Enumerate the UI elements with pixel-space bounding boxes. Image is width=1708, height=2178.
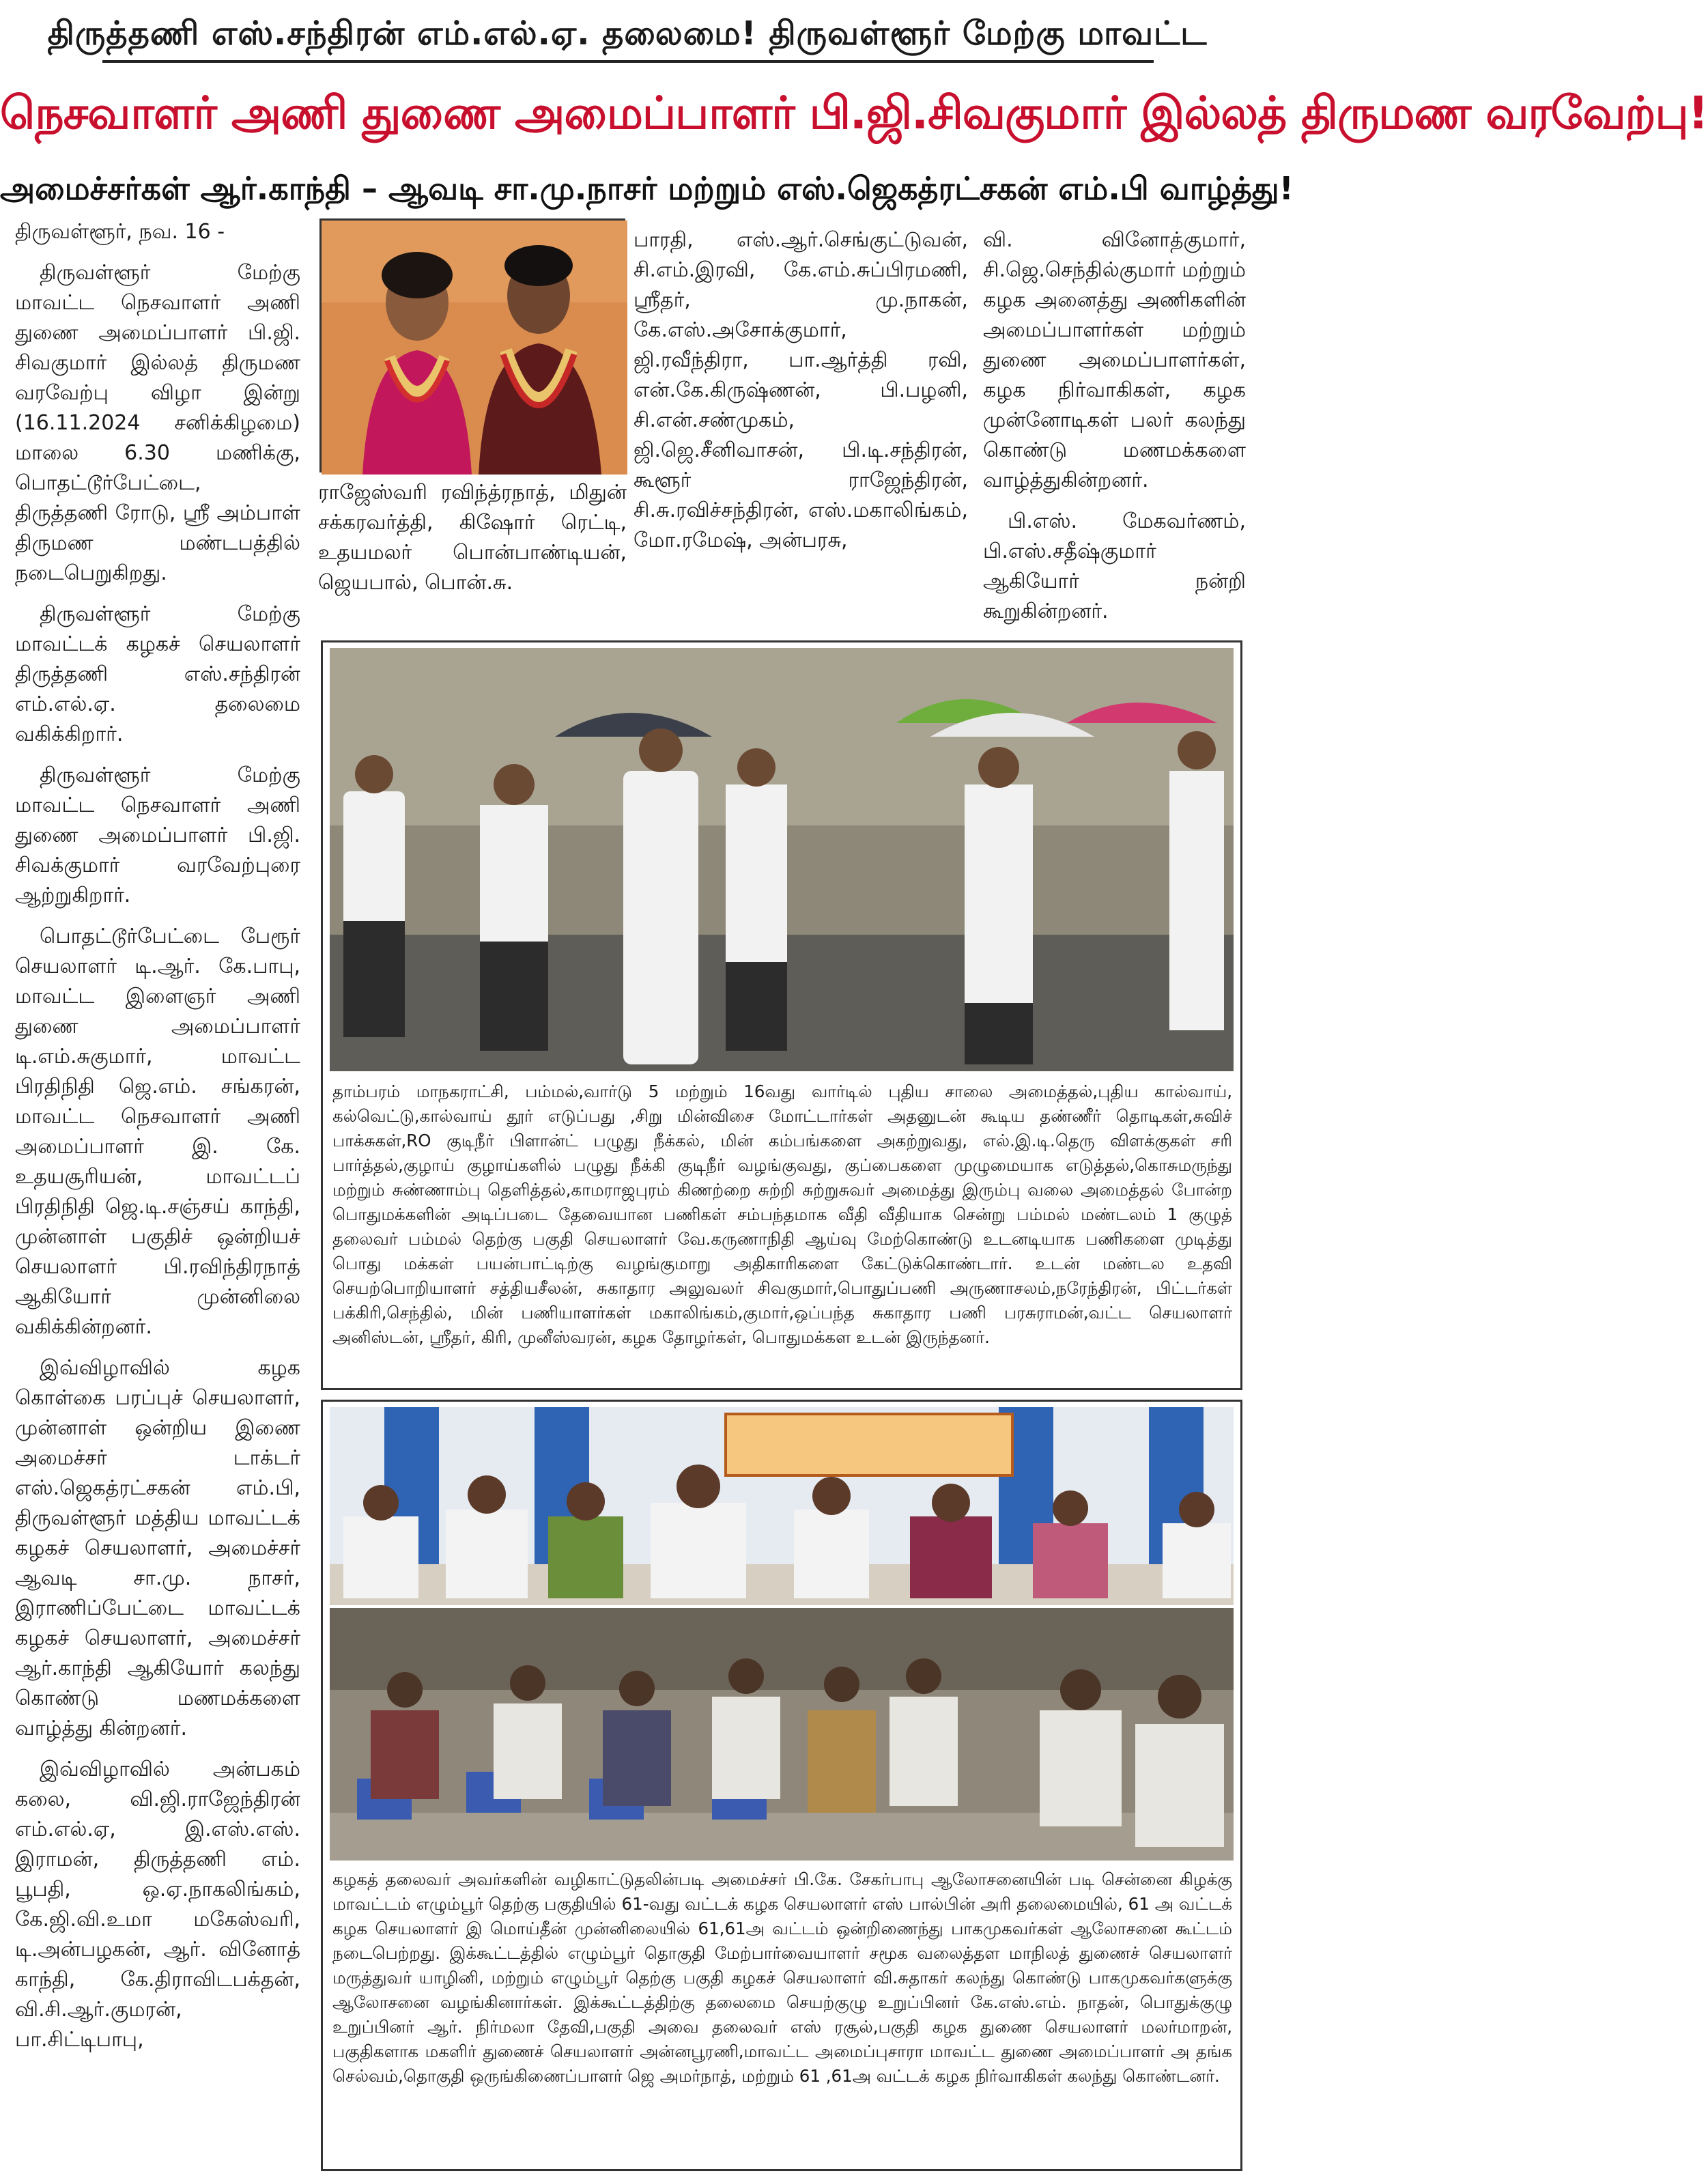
street-inspection-photo	[330, 648, 1234, 1071]
article-paragraph: திருவள்ளூர் மேற்கு மாவட்ட நெசவாளர் அணி துணை அமைப்பாளர் பி.ஜி. சிவகுமார் இல்லத் திருமண வரவேற்பு விழா இன்று (16.11.2024 சனிக்கிழமை) மாலை 6.30 மணிக்கு, பொதட்டூர்பேட்டை, திருத்தணி ரோடு, ஸ்ரீ அம்பாள் திருமண மண்டபத்தில் நடைபெறுகிறது.	[15, 261, 300, 585]
article-right-column	[983, 225, 1246, 623]
story-inspection-text: தாம்பரம் மாநகராட்சி, பம்மல்,வார்டு 5 மற்றும் 16வது வார்டில் புதிய சாலை அமைத்தல்,புதிய கால்வாய், கல்வெட்டு,கால்வாய் தூர் எடுப்பது ,சிறு மின்விசை மோட்டார்கள் அதனுடன் கூடிய தண்ணீர் தொடிகள்,சுவிச் பாக்சுகள்,RO குடிநீர் பிளான்ட் பழுது நீக்கல், மின் கம்பங்களை அகற்றுவது, எல்.இ.டி.தெரு விளக்குகள் சரி பார்த்தல்,குழாய் குழாய்களில் பழுது நீக்கி குடிநீர் வழங்குவது, குப்பைகளை முழுமையாக எடுத்தல்,கொசுமருந்து மற்றும் சுண்ணாம்பு தெளித்தல்,காமராஜபுரம் கிணற்றை சுற்றி சுற்றுசுவர் அமைத்து இரும்பு வலை அமைத்தல் போன்ற பொதுமக்களின் அடிப்படை தேவையான பணிகள் சம்பந்தமாக வீதி வீதியாக சென்று பம்மல் மண்டலம் 1 குழுத் தலைவர் பம்மல் தெற்கு பகுதி செயலாளர் வே.கருணாநிதி ஆய்வு மேற்கொண்டு உடனடியாக பணிகளை முடித்து பொது மக்கள் பயன்பாட்டிற்கு வழங்குமாறு அதிகாரிகளை கேட்டுக்கொண்டார். உடன் மண்டல உதவி செயற்பொறியாளர் சத்தியசீலன், சுகாதார அலுவலர் சிவகுமார்,பொதுப்பணி அருணாசலம்,நரேந்திரன், பிட்டர்கள் பக்கிரி,செந்தில், மின் பணியாளர்கள் மகாலிங்கம்,குமார்,ஒப்பந்த சுகாதார பணி பரசுராமன்,வட்ட செயலாளர் அனிஸ்டன், ஸ்ரீதர், கிரி, முனீஸ்வரன், கழக தோழர்கள், பொதுமக்கள உடன் இருந்தனர்.	[332, 1081, 1232, 1347]
header-divider	[102, 60, 1154, 63]
couple-photo-illustration	[322, 221, 627, 475]
header-kicker: திருத்தணி எஸ்.சந்திரன் எம்.எல்.ஏ. தலைமை! திருவள்ளூர் மேற்கு மாவட்ட	[47, 14, 1208, 53]
article-left-column	[15, 217, 300, 2170]
story-box-meeting	[321, 1400, 1242, 2171]
photo-caption-names: ராஜேஸ்வரி ரவிந்த்ரநாத், மிதுன் சக்கரவர்த்தி, கிஷோர் ரெட்டி, உதயமலர் பொன்பாண்டியன், ஜெயபால், பொன்.சு.	[318, 481, 627, 595]
article-paragraph: பி.எஸ். மேகவர்ணம், பி.எஸ்.சதீஷ்குமார் ஆகியோர் நன்றி கூறுகின்றனர்.	[983, 509, 1246, 623]
street-photo-illustration	[330, 648, 1234, 1071]
main-headline: நெசவாளர் அணி துணை அமைப்பாளர் பி.ஜி.சிவகுமார் இல்லத் திருமண வரவேற்பு!	[0, 87, 1708, 139]
article-paragraph: பாரதி, எஸ்.ஆர்.செங்குட்டுவன், சி.எம்.இரவி, கே.எம்.சுப்பிரமணி, ஸ்ரீதர், மு.நாகன், கே.எஸ்.அசோக்குமார், ஜி.ரவீந்திரா, பா.ஆர்த்தி ரவி, என்.கே.கிருஷ்ணன், பி.பழனி, சி.என்.சண்முகம், ஜி.ஜெ.சீனிவாசன், பி.டி.சந்திரன், கூளூர் ராஜேந்திரன், சி.சு.ரவிச்சந்திரன், எஸ்.மகாலிங்கம், மோ.ரமேஷ், அன்பரசு,	[634, 228, 968, 552]
dateline: திருவள்ளூர், நவ. 16 -	[15, 220, 225, 244]
sub-headline: அமைச்சர்கள் ஆர்.காந்தி – ஆவடி சா.மு.நாசர் மற்றும் எஸ்.ஜெகத்ரட்சகன் எம்.பி வாழ்த்து!	[0, 170, 1294, 207]
article-paragraph: திருவள்ளூர் மேற்கு மாவட்ட நெசவாளர் அணி துணை அமைப்பாளர் பி.ஜி. சிவக்குமார் வரவேற்புரை ஆற்றுகிறார்.	[15, 763, 300, 907]
article-paragraph: பொதட்டூர்பேட்டை பேரூர் செயலாளர் டி.ஆர். கே.பாபு, மாவட்ட இளைஞர் அணி துணை அமைப்பாளர் டி.எம்.சுகுமார், மாவட்ட பிரதிநிதி ஜெ.எம். சங்கரன், மாவட்ட நெசவாளர் அணி அமைப்பாளர் இ. கே. உதயசூரியன், மாவட்டப் பிரதிநிதி ஜெ.டி.சஞ்சய் காந்தி, முன்னாள் பகுதிச் ஒன்றியச் செயலாளர் பி.ரவிந்திரநாத் ஆகியோர் முன்னிலை வகிக்கின்றனர்.	[15, 924, 300, 1339]
article-middle-column	[634, 225, 968, 608]
meeting-audience-illustration	[330, 1608, 1234, 1861]
wedding-couple-photo	[319, 218, 625, 472]
article-paragraph: வி. வினோத்குமார், சி.ஜெ.செந்தில்குமார் மற்றும் கழக அனைத்து அணிகளின் அமைப்பாளர்கள் மற்றும் துணை அமைப்பாளர்கள், கழக நிர்வாகிகள், கழக முன்னோடிகள் பலர் கலந்து கொண்டு மணமக்களை வாழ்த்துகின்றனர்.	[983, 228, 1246, 492]
story-meeting-text: கழகத் தலைவர் அவர்களின் வழிகாட்டுதலின்படி அமைச்சர் பி.கே. சேகர்பாபு ஆலோசனையின் படி சென்னை கிழக்கு மாவட்டம் எழும்பூர் தெற்கு பகுதியில் 61-வது வட்டக் கழக செயலாளர் எஸ் பால்பின் அரி தலைமையில், 61 அ வட்டக் கழக செயலாளர் இ மொய்தீன் முன்னிலையில் 61,61அ வட்டம் ஒன்றிணைந்து பாகமுகவர்கள் ஆலோசனை கூட்டம் நடைபெற்றது. இக்கூட்டத்தில் எழும்பூர் தொகுதி மேற்பார்வையாளர் சமூக வலைத்தள மாநிலத் துணைச் செயலாளர் மருத்துவர் யாழினி, மற்றும் எழும்பூர் தெற்கு பகுதி கழகச் செயலாளர் வி.சுதாகர் கலந்து கொண்டு பாகமுகவர்களுக்கு ஆலோசனை வழங்கினார்கள். இக்கூட்டத்திற்கு தலைமை செயற்குழு உறுப்பினர் கே.எஸ்.எம். நாதன், பொதுக்குழு உறுப்பினர் ஆர். நிர்மலா தேவி,பகுதி அவை தலைவர் எஸ் ரசூல்,பகுதி கழக துணை செயலாளர் மலர்மாறன், பகுதிகளாக மகளிர் துணைச் செயலாளர் அன்னபூரணி,மாவட்ட அமைப்புசாரா மாவட்ட துணை அமைப்பாளர் அ தங்க செல்வம்,தொகுதி ஒருங்கிணைப்பாளர் ஜெ அமர்நாத், மற்றும் 61 ,61அ வட்டக் கழக நிர்வாகிகள் கலந்து கொண்டனர்.	[332, 1869, 1232, 2086]
meeting-stage-photo	[330, 1407, 1234, 1605]
meeting-audience-photo	[330, 1608, 1234, 1861]
article-paragraph: இவ்விழாவில் அன்பகம் கலை, வி.ஜி.ராஜேந்திரன் எம்.எல்.ஏ, இ.எஸ்.எஸ். இராமன், திருத்தணி எம். பூபதி, ஒ.ஏ.நாகலிங்கம், கே.ஜி.வி.உமா மகேஸ்வரி, டி.அன்பழகன், ஆர். வினோத் காந்தி, கே.திராவிடபக்தன், வி.சி.ஆர்.குமரன், பா.சிட்டிபாபு,	[15, 1757, 300, 2052]
meeting-stage-illustration	[330, 1407, 1234, 1605]
article-paragraph: இவ்விழாவில் கழக கொள்கை பரப்புச் செயலாளர், முன்னாள் ஒன்றிய இணை அமைச்சர் டாக்டர் எஸ்.ஜெகத்ரட்சகன் எம்.பி, திருவள்ளூர் மத்திய மாவட்டக் கழகச் செயலாளர், அமைச்சர் ஆவடி சா.மு. நாசர், இராணிப்பேட்டை மாவட்டக் கழகச் செயலாளர், அமைச்சர் ஆர்.காந்தி ஆகியோர் கலந்து கொண்டு மணமக்களை வாழ்த்து கின்றனர்.	[15, 1356, 300, 1740]
story-box-inspection	[321, 640, 1242, 1390]
article-paragraph: திருவள்ளூர் மேற்கு மாவட்டக் கழகச் செயலாளர் திருத்தணி எஸ்.சந்திரன் எம்.எல்.ஏ. தலைமை வகிக்கிறார்.	[15, 602, 300, 746]
